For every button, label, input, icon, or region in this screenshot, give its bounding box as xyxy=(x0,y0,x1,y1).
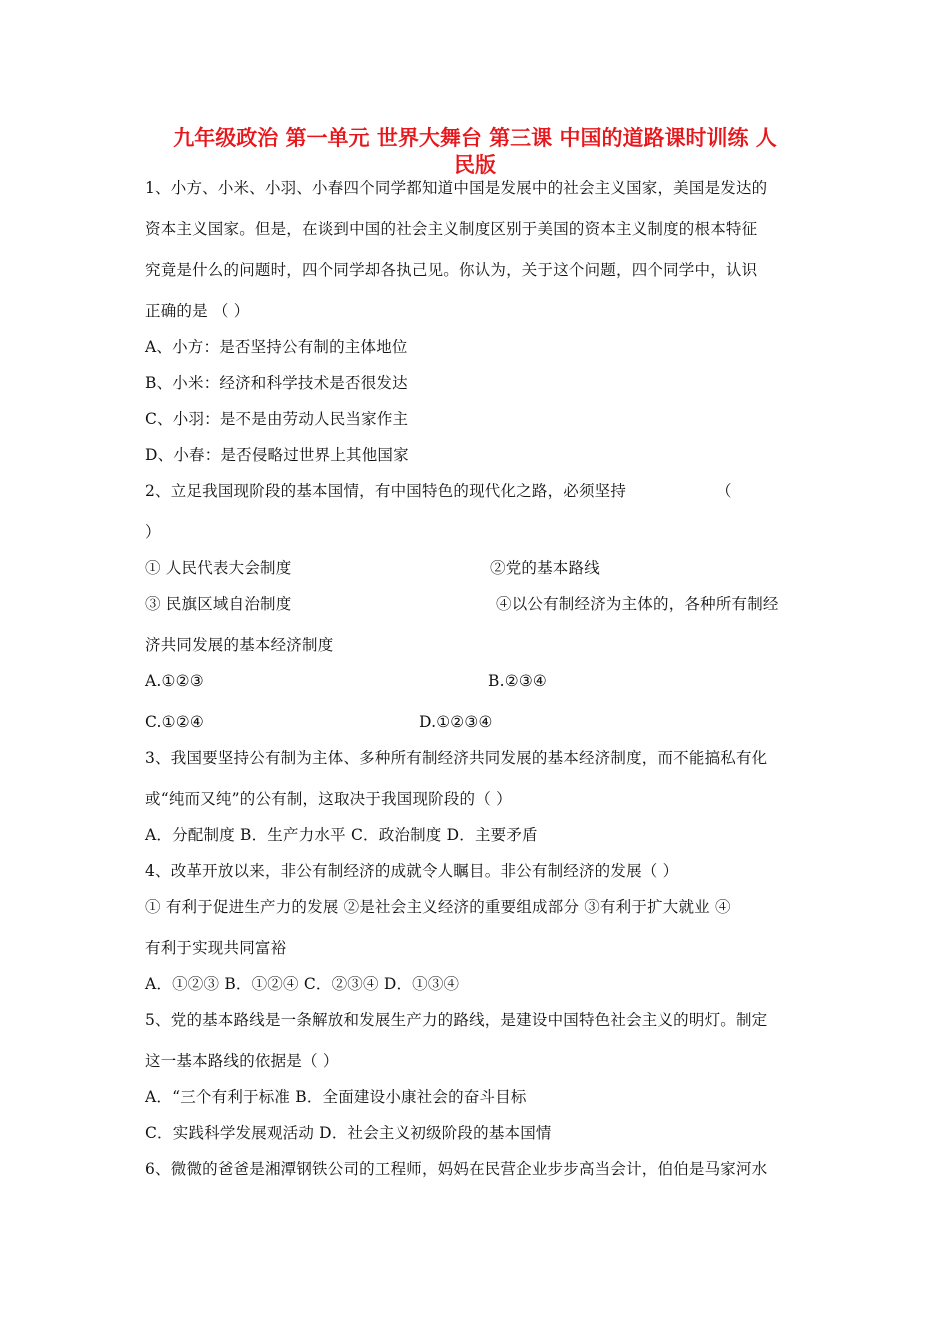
q5-options-line-1: A．“三个有利于标准 B．全面建设小康社会的奋斗目标 xyxy=(145,1088,527,1106)
q1-option-d: D、小春：是否侵略过世界上其他国家 xyxy=(145,446,409,464)
q2-option-a: A.①②③ xyxy=(145,672,204,690)
q2-stem-line-1: 2、立足我国现阶段的基本国情，有中国特色的现代化之路，必须坚持 xyxy=(145,482,627,500)
q2-item-2: ②党的基本路线 xyxy=(490,559,600,577)
q5-stem-line-2: 这一基本路线的依据是（ ） xyxy=(145,1052,339,1070)
q2-option-d: D.①②③④ xyxy=(419,713,493,731)
q4-items-line-1: ① 有利于促进生产力的发展 ②是社会主义经济的重要组成部分 ③有利于扩大就业 ④ xyxy=(145,898,731,916)
document-title-line-1: 九年级政治 第一单元 世界大舞台 第三课 中国的道路课时训练 人 xyxy=(173,126,777,150)
q2-answer-paren-open: （ xyxy=(716,482,732,500)
q3-options: A．分配制度 B．生产力水平 C．政治制度 D．主要矛盾 xyxy=(145,826,538,844)
q1-stem-line-1: 1、小方、小米、小羽、小春四个同学都知道中国是发展中的社会主义国家，美国是发达的 xyxy=(145,179,768,197)
q1-stem-line-3: 究竟是什么的问题时，四个同学却各执己见。你认为，关于这个问题，四个同学中，认识 xyxy=(145,261,758,279)
q1-stem-line-2: 资本主义国家。但是，在谈到中国的社会主义制度区别于美国的资本主义制度的根本特征 xyxy=(145,220,758,238)
q2-option-b: B.②③④ xyxy=(488,672,548,690)
q2-item-4: ④以公有制经济为主体的，各种所有制经 xyxy=(496,595,779,613)
q3-stem-line-2: 或“纯而又纯”的公有制，这取决于我国现阶段的（ ） xyxy=(145,790,512,808)
q6-stem-line-1: 6、微微的爸爸是湘潭钢铁公司的工程师，妈妈在民营企业步步高当会计，伯伯是马家河水 xyxy=(145,1160,768,1178)
q1-option-a: A、小方：是否坚持公有制的主体地位 xyxy=(145,338,408,356)
q5-stem-line-1: 5、党的基本路线是一条解放和发展生产力的路线，是建设中国特色社会主义的明灯。制定 xyxy=(145,1011,768,1029)
q5-options-line-2: C．实践科学发展观活动 D．社会主义初级阶段的基本国情 xyxy=(145,1124,552,1142)
q1-option-c: C、小羽：是不是由劳动人民当家作主 xyxy=(145,410,409,428)
q2-item-4-continued: 济共同发展的基本经济制度 xyxy=(145,636,334,654)
q4-items-line-2: 有利于实现共同富裕 xyxy=(145,939,287,957)
q3-stem-line-1: 3、我国要坚持公有制为主体、多种所有制经济共同发展的基本经济制度，而不能搞私有化 xyxy=(145,749,768,767)
document-title-line-2: 民版 xyxy=(454,153,496,177)
q2-stem-line-2: ） xyxy=(145,523,161,541)
q4-options: A．①②③ B．①②④ C．②③④ D．①③④ xyxy=(145,975,460,993)
q2-item-1: ① 人民代表大会制度 xyxy=(145,559,292,577)
q2-item-3: ③ 民旗区域自治制度 xyxy=(145,595,292,613)
q1-stem-line-4: 正确的是 （ ） xyxy=(145,302,250,320)
q4-stem: 4、改革开放以来，非公有制经济的成就令人瞩目。非公有制经济的发展（ ） xyxy=(145,862,679,880)
q1-option-b: B、小米：经济和科学技术是否很发达 xyxy=(145,374,408,392)
q2-option-c: C.①②④ xyxy=(145,713,204,731)
